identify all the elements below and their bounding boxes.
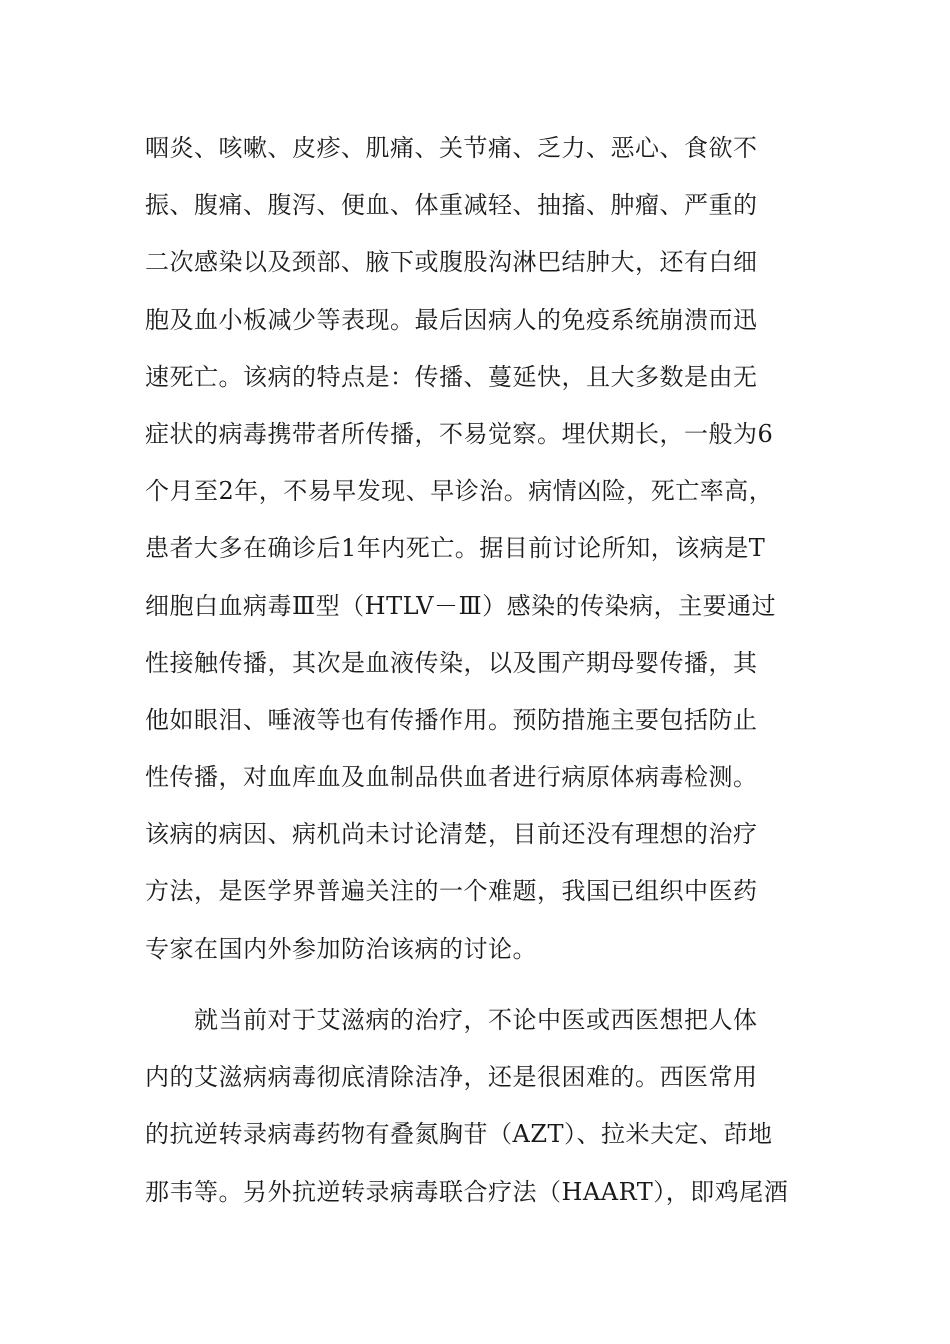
text-line: 就当前对于艾滋病的治疗，不论中医或西医想把人体 xyxy=(194,1006,758,1034)
text-line: 速死亡。该病的特点是：传播、蔓延快，且大多数是由无 xyxy=(145,362,758,391)
text-line: 振、腹痛、腹泻、便血、体重减轻、抽搐、肿瘤、严重的 xyxy=(145,191,758,220)
text-line: 内的艾滋病病毒彻底清除洁净，还是很困难的。西医常用 xyxy=(145,1063,758,1092)
text-line: 患者大多在确诊后1年内死亡。据目前讨论所知，该病是T xyxy=(145,534,766,563)
text-line: 的抗逆转录病毒药物有叠氮胸苷（AZT）、拉米夫定、茚地 xyxy=(145,1120,773,1149)
text-line: 个月至2年，不易早发现、早诊治。病情凶险，死亡率高， xyxy=(145,477,774,506)
text-line: 性传播，对血库血及血制品供血者进行病原体病毒检测。 xyxy=(145,763,758,792)
paragraph-1 xyxy=(145,120,805,978)
text-line: 二次感染以及颈部、腋下或腹股沟淋巴结肿大，还有白细 xyxy=(145,248,758,277)
text-line: 那韦等。另外抗逆转录病毒联合疗法（HAART），即鸡尾酒 xyxy=(145,1177,789,1206)
text-line: 细胞白血病毒Ⅲ型（HTLV－Ⅲ）感染的传染病，主要通过 xyxy=(145,591,777,620)
text-line: 专家在国内外参加防治该病的讨论。 xyxy=(145,934,537,963)
text-line: 该病的病因、病机尚未讨论清楚，目前还没有理想的治疗 xyxy=(145,820,758,849)
text-line: 咽炎、咳嗽、皮疹、肌痛、关节痛、乏力、恶心、食欲不 xyxy=(145,134,758,162)
text-line: 方法，是医学界普遍关注的一个难题，我国已组织中医药 xyxy=(145,877,758,906)
text-line: 胞及血小板减少等表现。最后因病人的免疫系统崩溃而迅 xyxy=(145,305,758,334)
paragraph-2 xyxy=(145,992,805,1221)
text-line: 性接触传播，其次是血液传染，以及围产期母婴传播，其 xyxy=(145,648,758,677)
text-line: 他如眼泪、唾液等也有传播作用。预防措施主要包括防止 xyxy=(145,705,758,734)
text-line: 症状的病毒携带者所传播，不易觉察。埋伏期长，一般为6 xyxy=(145,419,774,448)
